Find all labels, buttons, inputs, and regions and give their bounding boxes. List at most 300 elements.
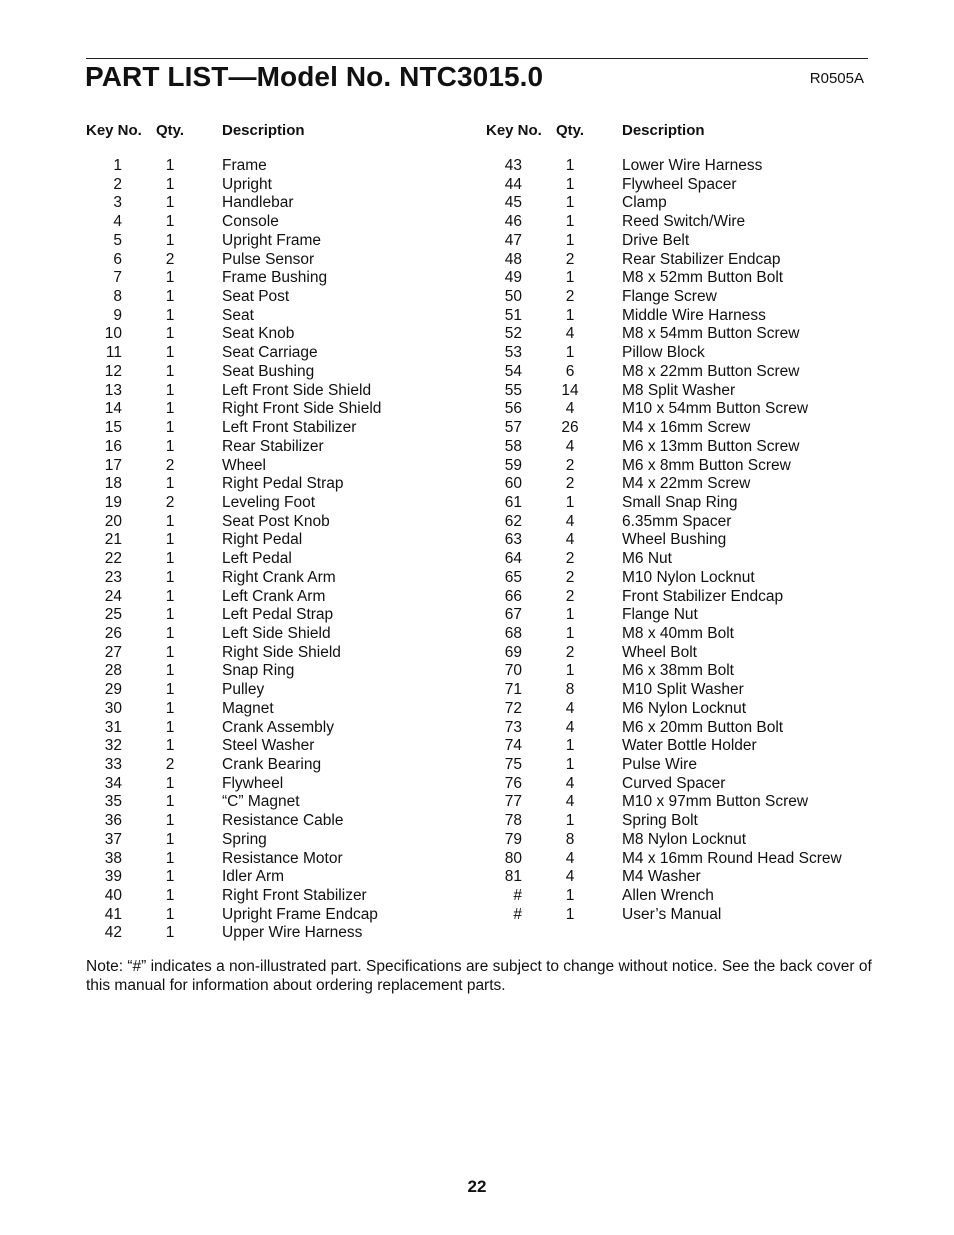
- key-no-cell: 32: [104, 737, 122, 755]
- qty-cell: 1: [165, 718, 175, 736]
- table-row: [486, 775, 886, 794]
- key-no-cell: 21: [104, 531, 122, 549]
- table-row: [86, 775, 486, 794]
- header-description: Description: [622, 122, 705, 139]
- key-no-cell: 29: [104, 681, 122, 699]
- description-cell: M8 Split Washer: [622, 381, 736, 399]
- key-no-cell: 3: [113, 194, 122, 212]
- key-no-cell: 75: [504, 756, 522, 773]
- table-row: [486, 793, 886, 812]
- key-no-cell: 24: [104, 587, 122, 605]
- description-cell: Handlebar: [222, 194, 294, 212]
- key-no-cell: 13: [104, 381, 122, 399]
- qty-cell: 1: [165, 269, 175, 287]
- qty-cell: 1: [165, 905, 175, 923]
- table-row: [486, 700, 886, 719]
- parts-column-left: [86, 121, 486, 943]
- table-row: [486, 344, 886, 363]
- qty-cell: 1: [565, 905, 575, 923]
- table-row: [86, 588, 486, 607]
- qty-cell: 1: [565, 157, 575, 174]
- qty-cell: 26: [561, 419, 579, 437]
- description-cell: Right Front Stabilizer: [222, 887, 367, 905]
- table-row: [86, 681, 486, 700]
- qty-cell: 6: [565, 362, 575, 380]
- key-no-cell: 67: [504, 606, 522, 624]
- table-row: [86, 494, 486, 513]
- description-cell: Seat Bushing: [222, 362, 315, 380]
- table-row: [486, 550, 886, 569]
- description-cell: Snap Ring: [222, 662, 295, 680]
- key-no-cell: 19: [104, 493, 122, 511]
- description-cell: Seat Carriage: [222, 344, 318, 362]
- key-no-cell: 12: [104, 362, 122, 380]
- description-cell: Left Pedal Strap: [222, 606, 334, 624]
- description-cell: Drive Belt: [622, 231, 690, 249]
- key-no-cell: 47: [504, 231, 522, 249]
- qty-cell: 1: [565, 194, 575, 212]
- key-no-cell: 38: [104, 849, 122, 867]
- qty-cell: 1: [165, 344, 175, 362]
- table-row: [86, 550, 486, 569]
- qty-cell: 1: [565, 662, 575, 680]
- description-cell: Seat Post Knob: [222, 512, 330, 530]
- description-cell: Steel Washer: [222, 737, 315, 755]
- table-row: [486, 213, 886, 232]
- table-row: [86, 288, 486, 307]
- description-cell: M6 Nut: [622, 550, 672, 568]
- qty-cell: 1: [565, 737, 575, 755]
- key-no-cell: 55: [504, 381, 522, 399]
- description-cell: “C” Magnet: [222, 793, 300, 811]
- table-row: [86, 438, 486, 457]
- description-cell: Reed Switch/Wire: [622, 213, 746, 231]
- qty-cell: 1: [565, 606, 575, 624]
- key-no-cell: 23: [104, 568, 122, 586]
- description-cell: Clamp: [622, 194, 667, 212]
- key-no-cell: 30: [104, 699, 122, 717]
- table-row: [486, 438, 886, 457]
- table-row: [86, 906, 486, 925]
- description-cell: Seat: [222, 306, 254, 324]
- key-no-cell: 43: [504, 157, 522, 174]
- qty-cell: 1: [565, 269, 575, 287]
- key-no-cell: 35: [104, 793, 122, 811]
- key-no-cell: 44: [504, 175, 522, 193]
- key-no-cell: 57: [504, 419, 522, 437]
- qty-cell: 1: [165, 325, 175, 343]
- header-description: Description: [222, 122, 305, 139]
- qty-cell: 1: [165, 475, 175, 493]
- table-row: [86, 793, 486, 812]
- key-no-cell: 74: [504, 737, 522, 755]
- description-cell: User’s Manual: [622, 905, 722, 923]
- qty-cell: 4: [565, 512, 575, 530]
- footnote: Note: “#” indicates a non-illustrated part. Specifications are subject to change without notice. See the back cover of this manual for information about ordering replacement parts.: [86, 958, 872, 994]
- qty-cell: 1: [165, 793, 175, 811]
- description-cell: Pulse Sensor: [222, 250, 315, 268]
- qty-cell: 4: [565, 699, 575, 717]
- key-no-cell: 72: [504, 699, 522, 717]
- qty-cell: 1: [565, 887, 575, 905]
- description-cell: Upright Frame Endcap: [222, 905, 378, 923]
- qty-cell: 2: [565, 643, 575, 661]
- description-cell: M6 x 20mm Button Bolt: [622, 718, 784, 736]
- header-qty: Qty.: [556, 122, 585, 139]
- table-row: [86, 662, 486, 681]
- description-cell: Right Pedal Strap: [222, 475, 344, 493]
- key-no-cell: 50: [504, 288, 522, 306]
- description-cell: Rear Stabilizer Endcap: [622, 250, 781, 268]
- table-row: [486, 644, 886, 663]
- qty-cell: 1: [165, 306, 175, 324]
- key-no-cell: 14: [104, 400, 122, 418]
- qty-cell: 1: [165, 157, 175, 174]
- table-row: [86, 812, 486, 831]
- description-cell: Water Bottle Holder: [622, 737, 757, 755]
- qty-cell: 1: [165, 812, 175, 830]
- key-no-cell: 78: [504, 812, 522, 830]
- key-no-cell: 39: [104, 868, 122, 886]
- qty-cell: 2: [165, 756, 175, 773]
- key-no-cell: 20: [104, 512, 122, 530]
- key-no-cell: 79: [504, 830, 522, 848]
- table-row: [486, 606, 886, 625]
- table-row: [486, 681, 886, 700]
- description-cell: Upright: [222, 175, 272, 193]
- description-cell: Pillow Block: [622, 344, 705, 362]
- table-row: [86, 419, 486, 438]
- key-no-cell: 48: [504, 250, 522, 268]
- qty-cell: 1: [165, 437, 175, 455]
- qty-cell: 1: [165, 568, 175, 586]
- key-no-cell: 37: [104, 830, 122, 848]
- key-no-cell: 40: [104, 887, 122, 905]
- qty-cell: 1: [165, 699, 175, 717]
- description-cell: M10 Split Washer: [622, 681, 744, 699]
- qty-cell: 2: [565, 475, 575, 493]
- key-no-cell: 25: [104, 606, 122, 624]
- table-row: [486, 906, 886, 925]
- parts-column-right: [486, 121, 886, 924]
- qty-cell: 4: [565, 793, 575, 811]
- description-cell: Wheel Bolt: [622, 643, 697, 661]
- table-row: [86, 344, 486, 363]
- key-no-cell: 8: [113, 288, 122, 306]
- description-cell: M4 x 22mm Screw: [622, 475, 751, 493]
- key-no-cell: 81: [504, 868, 522, 886]
- qty-cell: 1: [165, 381, 175, 399]
- key-no-cell: 63: [504, 531, 522, 549]
- description-cell: Pulse Wire: [622, 756, 697, 773]
- header-key-no: Key No.: [486, 122, 542, 139]
- key-no-cell: 53: [504, 344, 522, 362]
- qty-cell: 1: [165, 419, 175, 437]
- description-cell: Spring Bolt: [622, 812, 698, 830]
- qty-cell: 1: [165, 175, 175, 193]
- description-cell: M10 x 54mm Button Screw: [622, 400, 809, 418]
- key-no-cell: 27: [104, 643, 122, 661]
- description-cell: M10 x 97mm Button Screw: [622, 793, 809, 811]
- key-no-cell: 4: [113, 213, 122, 231]
- description-cell: Right Crank Arm: [222, 568, 336, 586]
- table-row: [486, 756, 886, 775]
- table-row: [86, 176, 486, 195]
- table-row: [486, 513, 886, 532]
- table-row: [486, 363, 886, 382]
- description-cell: Curved Spacer: [622, 774, 726, 792]
- qty-cell: 1: [165, 643, 175, 661]
- table-row: [86, 363, 486, 382]
- key-no-cell: 62: [504, 512, 522, 530]
- table-row: [86, 737, 486, 756]
- table-row: [486, 157, 886, 176]
- table-row: [486, 719, 886, 738]
- table-row: [486, 475, 886, 494]
- description-cell: M4 Washer: [622, 868, 701, 886]
- key-no-cell: 36: [104, 812, 122, 830]
- key-no-cell: 10: [104, 325, 122, 343]
- qty-cell: 4: [565, 849, 575, 867]
- description-cell: Console: [222, 213, 279, 231]
- table-row: [486, 419, 886, 438]
- description-cell: M6 x 8mm Button Screw: [622, 456, 791, 474]
- table-row: [86, 325, 486, 344]
- description-cell: Right Pedal: [222, 531, 303, 549]
- key-no-cell: 46: [504, 213, 522, 231]
- qty-cell: 1: [165, 868, 175, 886]
- table-row: [86, 868, 486, 887]
- table-row: [486, 269, 886, 288]
- description-cell: Left Side Shield: [222, 624, 331, 642]
- qty-cell: 8: [565, 830, 575, 848]
- table-row: [486, 307, 886, 326]
- column-header: [86, 121, 486, 141]
- description-cell: Right Front Side Shield: [222, 400, 382, 418]
- table-row: [86, 400, 486, 419]
- key-no-cell: 11: [105, 344, 122, 362]
- key-no-cell: 16: [104, 437, 122, 455]
- description-cell: Wheel Bushing: [622, 531, 727, 549]
- description-cell: Crank Bearing: [222, 756, 322, 773]
- description-cell: M6 x 38mm Bolt: [622, 662, 734, 680]
- top-rule: [86, 58, 868, 59]
- table-row: [86, 850, 486, 869]
- key-no-cell: 22: [104, 550, 122, 568]
- key-no-cell: 49: [504, 269, 522, 287]
- qty-cell: 1: [165, 737, 175, 755]
- qty-cell: 2: [565, 550, 575, 568]
- table-row: [86, 157, 486, 176]
- qty-cell: 1: [165, 231, 175, 249]
- key-no-cell: 26: [104, 624, 122, 642]
- key-no-cell: 18: [104, 475, 122, 493]
- key-no-cell: 77: [504, 793, 522, 811]
- table-row: [86, 831, 486, 850]
- key-no-cell: 70: [504, 662, 522, 680]
- qty-cell: 2: [565, 250, 575, 268]
- table-row: [86, 644, 486, 663]
- table-row: [86, 213, 486, 232]
- key-no-cell: 59: [504, 456, 522, 474]
- table-row: [486, 400, 886, 419]
- qty-cell: 4: [565, 774, 575, 792]
- key-no-cell: 80: [504, 849, 522, 867]
- description-cell: Wheel: [222, 456, 266, 474]
- qty-cell: 4: [565, 400, 575, 418]
- key-no-cell: 65: [504, 568, 522, 586]
- table-row: [486, 569, 886, 588]
- table-row: [486, 868, 886, 887]
- page-title: PART LIST—Model No. NTC3015.0: [85, 61, 544, 92]
- description-cell: Left Pedal: [222, 550, 292, 568]
- table-row: [486, 662, 886, 681]
- description-cell: 6.35mm Spacer: [622, 512, 732, 530]
- key-no-cell: 69: [504, 643, 522, 661]
- table-row: [486, 194, 886, 213]
- qty-cell: 2: [165, 493, 175, 511]
- key-no-cell: 33: [104, 756, 122, 773]
- description-cell: M8 x 54mm Button Screw: [622, 325, 800, 343]
- qty-cell: 1: [565, 624, 575, 642]
- qty-cell: 4: [565, 868, 575, 886]
- qty-cell: 1: [165, 681, 175, 699]
- qty-cell: 4: [565, 531, 575, 549]
- table-row: [486, 382, 886, 401]
- description-cell: M8 Nylon Locknut: [622, 830, 747, 848]
- qty-cell: 1: [165, 606, 175, 624]
- description-cell: Crank Assembly: [222, 718, 334, 736]
- qty-cell: 1: [165, 849, 175, 867]
- qty-cell: 1: [165, 550, 175, 568]
- description-cell: Allen Wrench: [622, 887, 714, 905]
- table-row: [86, 756, 486, 775]
- parts-list-right: [486, 157, 886, 924]
- description-cell: Upper Wire Harness: [222, 924, 363, 942]
- qty-cell: 2: [565, 568, 575, 586]
- table-row: [86, 382, 486, 401]
- qty-cell: 1: [165, 512, 175, 530]
- description-cell: Frame: [222, 157, 267, 174]
- key-no-cell: 66: [504, 587, 522, 605]
- description-cell: M8 x 40mm Bolt: [622, 624, 734, 642]
- description-cell: Seat Post: [222, 288, 290, 306]
- column-header: [486, 121, 886, 141]
- qty-cell: 1: [165, 887, 175, 905]
- table-row: [86, 531, 486, 550]
- key-no-cell: 17: [104, 456, 122, 474]
- table-row: [486, 588, 886, 607]
- description-cell: Left Front Stabilizer: [222, 419, 357, 437]
- key-no-cell: 31: [104, 718, 122, 736]
- qty-cell: 1: [165, 830, 175, 848]
- qty-cell: 1: [165, 194, 175, 212]
- qty-cell: 1: [165, 774, 175, 792]
- key-no-cell: #: [513, 887, 522, 905]
- qty-cell: 2: [565, 288, 575, 306]
- qty-cell: 4: [565, 718, 575, 736]
- key-no-cell: 64: [504, 550, 522, 568]
- description-cell: Left Front Side Shield: [222, 381, 372, 399]
- qty-cell: 1: [565, 493, 575, 511]
- table-row: [486, 737, 886, 756]
- table-row: [86, 513, 486, 532]
- table-row: [486, 288, 886, 307]
- key-no-cell: 76: [504, 774, 522, 792]
- description-cell: M4 x 16mm Screw: [622, 419, 751, 437]
- description-cell: Seat Knob: [222, 325, 295, 343]
- qty-cell: 1: [565, 213, 575, 231]
- description-cell: M4 x 16mm Round Head Screw: [622, 849, 842, 867]
- qty-cell: 1: [165, 587, 175, 605]
- qty-cell: 1: [565, 175, 575, 193]
- table-row: [486, 494, 886, 513]
- table-row: [486, 325, 886, 344]
- description-cell: Resistance Cable: [222, 812, 344, 830]
- key-no-cell: 45: [504, 194, 522, 212]
- key-no-cell: 41: [104, 905, 122, 923]
- key-no-cell: 56: [504, 400, 522, 418]
- key-no-cell: 58: [504, 437, 522, 455]
- table-row: [86, 719, 486, 738]
- qty-cell: 1: [165, 362, 175, 380]
- table-row: [486, 850, 886, 869]
- description-cell: Front Stabilizer Endcap: [622, 587, 784, 605]
- description-cell: Upright Frame: [222, 231, 322, 249]
- key-no-cell: 68: [504, 624, 522, 642]
- description-cell: M8 x 22mm Button Screw: [622, 362, 800, 380]
- qty-cell: 1: [165, 624, 175, 642]
- key-no-cell: 52: [504, 325, 522, 343]
- description-cell: Frame Bushing: [222, 269, 328, 287]
- description-cell: M6 Nylon Locknut: [622, 699, 747, 717]
- table-row: [86, 887, 486, 906]
- description-cell: Lower Wire Harness: [622, 157, 763, 174]
- table-row: [486, 831, 886, 850]
- qty-cell: 1: [565, 812, 575, 830]
- key-no-cell: 73: [504, 718, 522, 736]
- qty-cell: 2: [165, 456, 175, 474]
- qty-cell: 1: [565, 756, 575, 773]
- description-cell: Left Crank Arm: [222, 587, 326, 605]
- key-no-cell: 60: [504, 475, 522, 493]
- qty-cell: 1: [165, 213, 175, 231]
- qty-cell: 2: [565, 456, 575, 474]
- description-cell: Flange Nut: [622, 606, 698, 624]
- parts-list-left: [86, 157, 486, 943]
- qty-cell: 8: [565, 681, 575, 699]
- key-no-cell: 28: [104, 662, 122, 680]
- description-cell: Rear Stabilizer: [222, 437, 324, 455]
- key-no-cell: 34: [104, 774, 122, 792]
- table-row: [86, 700, 486, 719]
- key-no-cell: 54: [504, 362, 522, 380]
- description-cell: Leveling Foot: [222, 493, 316, 511]
- table-row: [486, 887, 886, 906]
- qty-cell: 1: [165, 662, 175, 680]
- description-cell: Pulley: [222, 681, 265, 699]
- table-row: [86, 924, 486, 943]
- description-cell: Flywheel Spacer: [622, 175, 737, 193]
- qty-cell: 1: [565, 306, 575, 324]
- table-row: [486, 812, 886, 831]
- table-row: [86, 251, 486, 270]
- description-cell: M8 x 52mm Button Bolt: [622, 269, 784, 287]
- header-qty: Qty.: [156, 122, 185, 139]
- qty-cell: 1: [165, 288, 175, 306]
- page-number: 22: [467, 1177, 487, 1196]
- qty-cell: 1: [565, 231, 575, 249]
